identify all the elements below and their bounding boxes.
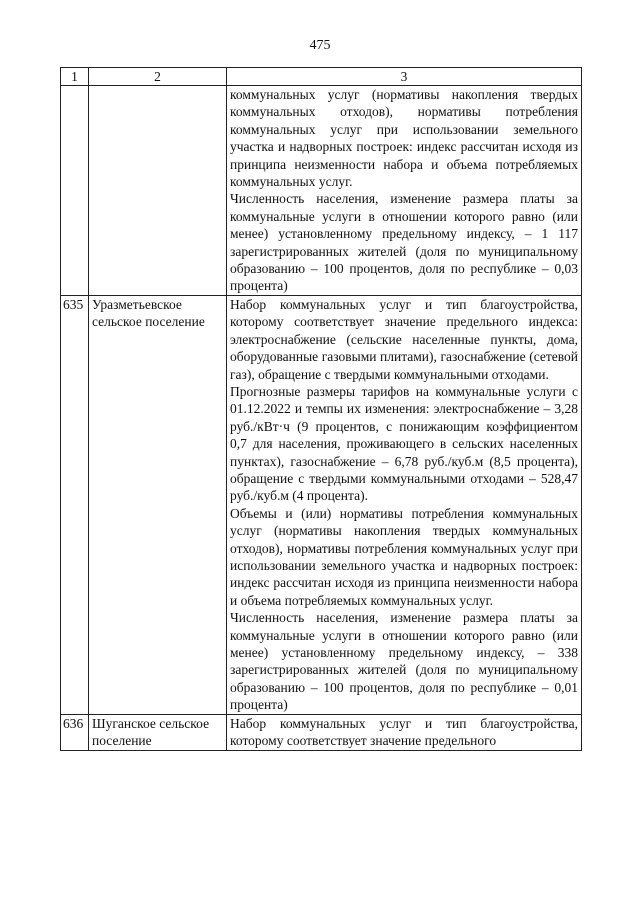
column-header: 2 — [89, 68, 227, 86]
settlement-description — [227, 295, 582, 714]
settlement-description — [227, 86, 582, 296]
row-number: 636 — [61, 714, 89, 750]
tariff-table — [60, 67, 582, 751]
table-row — [61, 86, 582, 296]
description-paragraph: Набор коммунальных услуг и тип благоустройства, которому соответствует значение предельного — [230, 715, 578, 749]
column-header: 3 — [227, 68, 582, 86]
description-paragraph: Объемы и (или) нормативы потребления коммунальных услуг (нормативы накопления твердых коммунальных отходов), нормативы потребления коммунальных услуг при использовании земельного участка и надворных построек: индекс рассчитан исходя из принципа неизменности набора и объема потребляемых коммунальных услуг. — [230, 505, 578, 608]
table-row — [61, 714, 582, 750]
row-number: 635 — [61, 295, 89, 714]
settlement-description — [227, 714, 582, 750]
description-paragraph: Прогнозные размеры тарифов на коммунальные услуги с 01.12.2022 и темпы их изменения: электроснабжение – 3,28 руб./кВт·ч (9 процентов, с понижающим коэффициентом 0,7 для населения, проживающего в сельских населенных пунктах), газоснабжение – 6,78 руб./куб.м (8,5 процента), обращение с твердыми коммунальными отходами – 528,47 руб./куб.м (4 процента). — [230, 383, 578, 504]
description-paragraph: Численность населения, изменение размера платы за коммунальные услуги в отношении которого равно (или менее) установленному предельному индексу, – 1 117 зарегистрированных жителей (доля по муниципальному образованию – 100 процентов, доля по республике – 0,03 процента) — [230, 191, 578, 294]
table-header-row — [61, 68, 582, 86]
description-paragraph: Численность населения, изменение размера платы за коммунальные услуги в отношении которого равно (или менее) установленному предельному индексу, – 338 зарегистрированных жителей (доля по муниципальному образованию – 100 процентов, доля по республике – 0,01 процента) — [230, 610, 578, 713]
table-row — [61, 295, 582, 714]
page-number: 475 — [309, 38, 331, 53]
column-header: 1 — [61, 68, 89, 86]
description-paragraph: коммунальных услуг (нормативы накопления твердых коммунальных отходов), нормативы потребления коммунальных услуг при использовании земельного участка и надворных построек: индекс рассчитан исходя из принципа неизменности набора и объема потребляемых коммунальных услуг. — [230, 87, 578, 190]
settlement-name — [89, 86, 227, 296]
settlement-name: Шуганское сельское поселение — [89, 714, 227, 750]
settlement-name: Уразметьевское сельское поселение — [89, 295, 227, 714]
description-paragraph: Набор коммунальных услуг и тип благоустройства, которому соответствует значение предельного индекса: электроснабжение (сельские населенные пункты, дома, оборудованные газовыми плитами), газоснабжение (сетевой газ), обращение с твердыми коммунальными отходами. — [230, 296, 578, 382]
row-number — [61, 86, 89, 296]
